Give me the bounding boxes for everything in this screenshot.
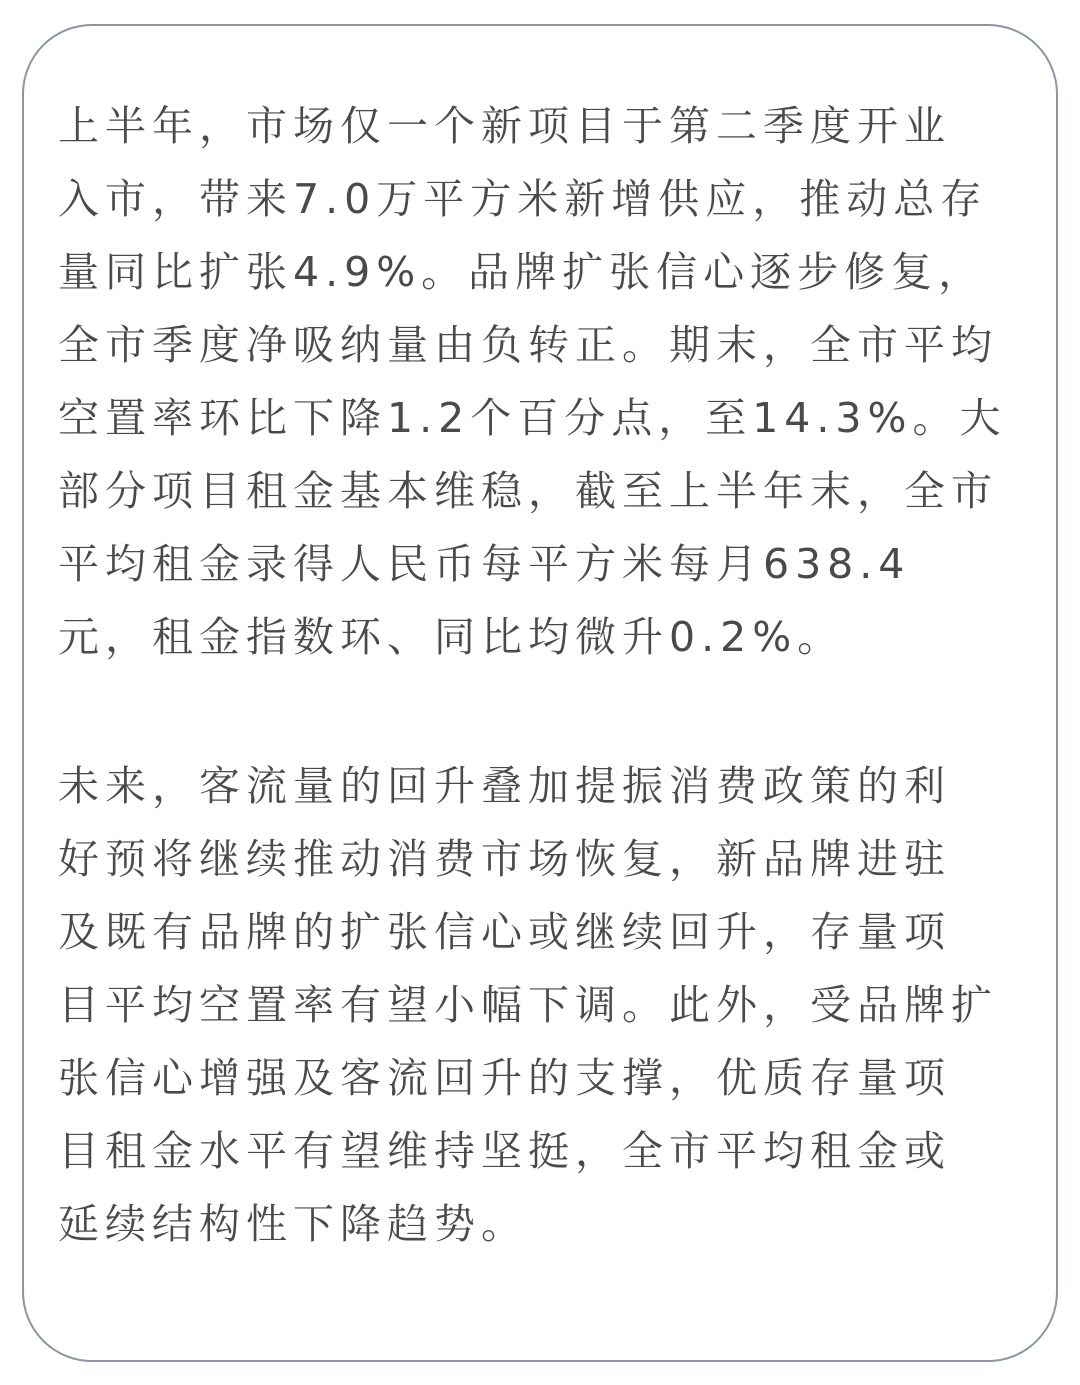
paragraph-line: 延续结构性下降趋势。: [58, 1200, 528, 1248]
paragraph-line: 上半年，市场仅一个新项目于第二季度开业: [58, 102, 951, 150]
paragraph-2: [58, 750, 1030, 1261]
paragraph-line: 目平均空置率有望小幅下调。此外，受品牌扩: [58, 981, 998, 1029]
paragraph-line: 元，租金指数环、同比均微升0.2%。: [58, 613, 845, 661]
paragraph-line: 全市季度净吸纳量由负转正。期末，全市平均: [58, 321, 998, 369]
paragraph-line: 入市，带来7.0万平方米新增供应，推动总存: [58, 175, 988, 223]
paragraph-line: 部分项目租金基本维稳，截至上半年末，全市: [58, 467, 998, 515]
paragraph-line: 及既有品牌的扩张信心或继续回升，存量项: [58, 908, 951, 956]
paragraph-line: 空置率环比下降1.2个百分点，至14.3%。大: [58, 394, 1007, 442]
paragraph-line: 未来，客流量的回升叠加提振消费政策的利: [58, 762, 951, 810]
paragraph-line: 目租金水平有望维持坚挺，全市平均租金或: [58, 1127, 951, 1175]
paragraph-line: 好预将继续推动消费市场恢复，新品牌进驻: [58, 835, 951, 883]
paragraph-line: 量同比扩张4.9%。品牌扩张信心逐步修复，: [58, 248, 986, 296]
paragraph-1: [58, 90, 1030, 674]
paragraph-line: 平均租金录得人民币每平方米每月638.4: [58, 540, 911, 588]
paragraph-line: 张信心增强及客流回升的支撑，优质存量项: [58, 1054, 951, 1102]
